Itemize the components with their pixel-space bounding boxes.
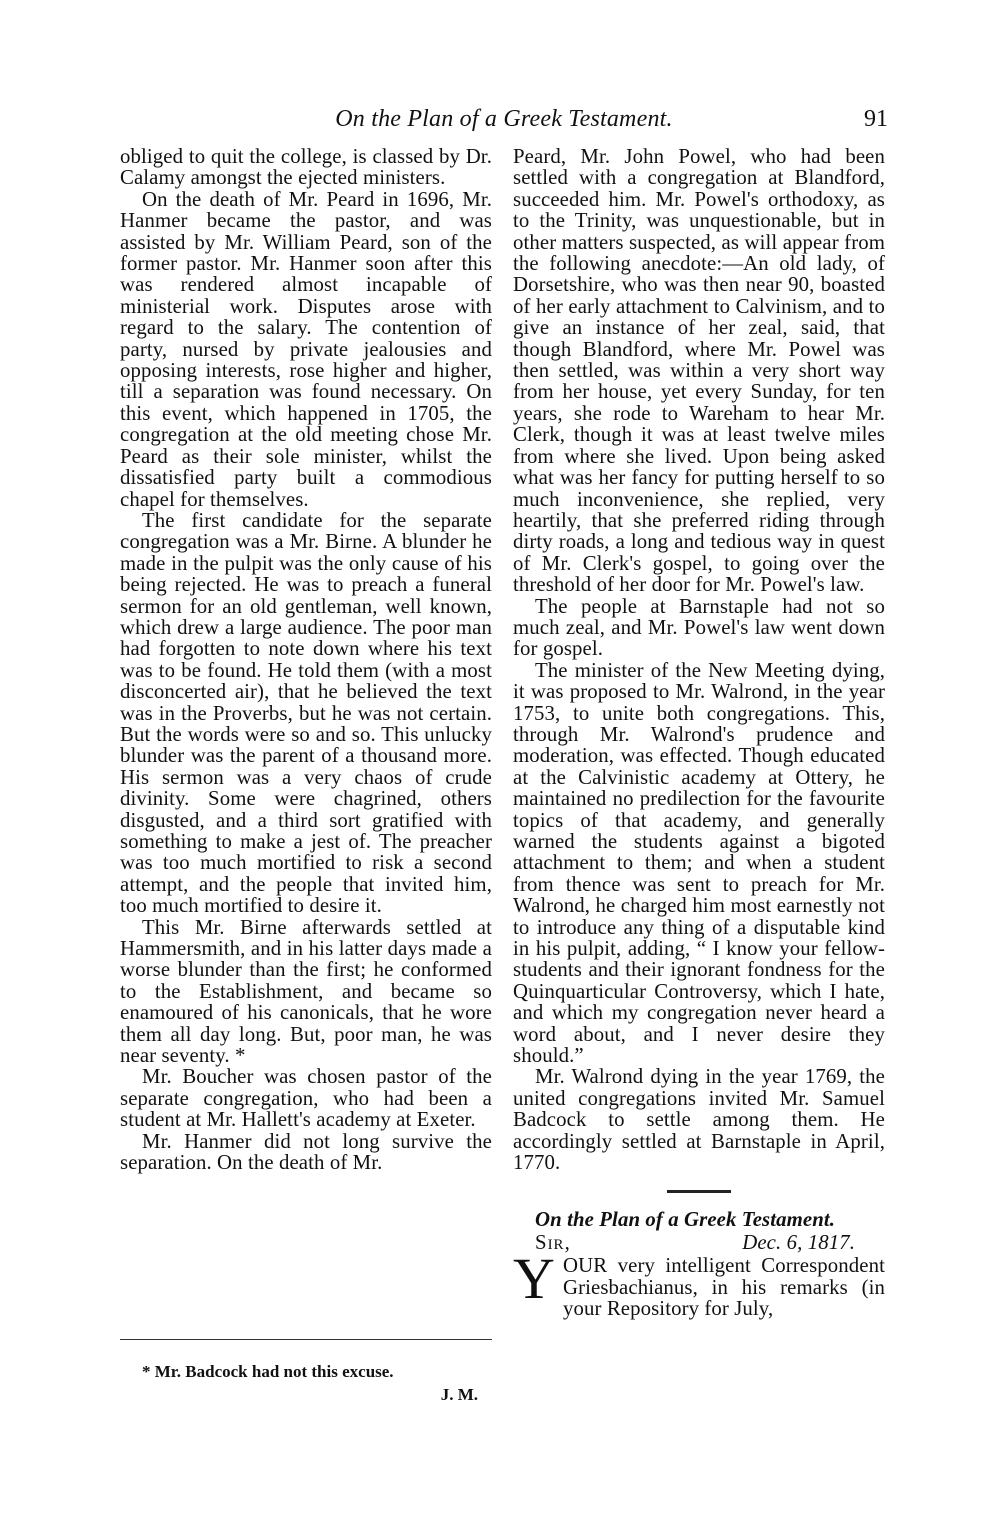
article-title: On the Plan of a Greek Testament. (535, 1207, 836, 1231)
footnote-rule (120, 1339, 492, 1340)
article-opening (513, 1246, 885, 1321)
paragraph: Mr. Hanmer did not long survive the separation. On the death of Mr. (120, 1129, 492, 1175)
paragraph: obliged to quit the college, is classed by Dr. Calamy amongst the ejected ministers. (120, 145, 492, 190)
paragraph: Mr. Walrond dying in the year 1769, the united congregations invited Mr. Samuel Badcock to settle among them. He accordingly settled at Barnstaple in April, 1770. (513, 1065, 885, 1175)
paragraph: This Mr. Birne afterwards settled at Hammersmith, and in his latter days made a worse blunder than the first; he conformed to the Establishment, and became so enamoured of his canonicals, that he wore them all day long. But, poor man, he was near seventy. * (120, 915, 492, 1068)
article-opening-text: OUR very intelligent Correspondent Griesbachianus, in his remarks (in your Repository for July, (563, 1254, 885, 1321)
footnote-signature: J. M. (440, 1385, 478, 1404)
paragraph: The minister of the New Meeting dying, it was proposed to Mr. Walrond, in the year 1753, to unite both congregations. This, through Mr. Walrond's prudence and moderation, was effected. Though educated at the Calvinistic academy at Ottery, he maintained no predilection for the favourite topics of that academy, and generally warned the students against a bigoted attachment to them; and when a student from thence was sent to preach for Mr. Walrond, he charged him most earnestly not to introduce any thing of a disputable kind in his pulpit, adding, “ I know your fellow-students and their ignorant fondness for the Quinquarticular Controversy, which I hate, and which my congregation never heard a word about, and I never desire they should.” (513, 658, 885, 1068)
paragraph: The people at Barnstaple had not so much zeal, and Mr. Powel's law went down for gospel. (513, 594, 885, 661)
paragraph: Peard, Mr. John Powel, who had been settled with a congregation at Blandford, succeeded him. Mr. Powel's orthodoxy, as to the Trinity, was unquestionable, but in other matters suspected, as will appear from the following anecdote:—An old lady, of Dorsetshire, who was then near 90, boasted of her early attachment to Calvinism, and to give an instance of her zeal, said, that though Blandford, where Mr. Powel was then settled, was within a very short way from her house, yet every Sunday, for ten years, she rode to Wareham to hear Mr. Clerk, though it was at least twelve miles from where she lived. Upon being asked what was her fancy for putting herself to so much inconvenience, she replied, very heartily, that she preferred riding through dirty roads, a long and tedious way in quest of Mr. Clerk's gospel, to going over the threshold of her door for Mr. Powel's law. (513, 145, 885, 597)
left-column (120, 146, 492, 1174)
paragraph: On the death of Mr. Peard in 1696, Mr. Hanmer became the pastor, and was assisted by Mr. William Peard, son of the former pastor. Mr. Hanmer soon after this was rendered almost incapable of ministerial work. Disputes arose with regard to the salary. The contention of party, nursed by private jealousies and opposing interests, rose higher and higher, till a separation was found necessary. On this event, which happened in 1705, the congregation at the old meeting chose Mr. Peard as their sole minister, whilst the dissatisfied party built a commodious chapel for themselves. (120, 187, 492, 511)
page-number: 91 (864, 106, 888, 132)
running-head (120, 106, 888, 138)
footnote-text: * Mr. Badcock had not this excuse. (142, 1362, 394, 1381)
paragraph: Mr. Boucher was chosen pastor of the separate congregation, who had been a student at Mr. Hallett's academy at Exeter. (120, 1065, 492, 1132)
salutation-line (513, 1232, 885, 1253)
section-divider (667, 1190, 731, 1193)
salutation: Sir, (535, 1230, 571, 1254)
letter-date: Dec. 6, 1817. (742, 1230, 855, 1254)
paragraph: The first candidate for the separate congregation was a Mr. Birne. A blunder he made in the pulpit was the only cause of his being rejected. He was to preach a funeral sermon for an old gentleman, well known, which drew a large audience. The poor man had forgotten to note down where his text was to be found. He told them (with a most disconcerted air), that he believed the text was in the Proverbs, but he was not certain. But the words were so and so. This unlucky blunder was the parent of a thousand more. His sermon was a very chaos of crude divinity. Some were chagrined, others disgusted, and a third sort gratified with something to make a jest of. The preacher was too much mortified to risk a second attempt, and the people that invited him, too much mortified to desire it. (120, 508, 492, 918)
running-title: On the Plan of a Greek Testament. (335, 106, 673, 132)
drop-cap: Y (513, 1246, 555, 1312)
right-column (513, 146, 885, 1320)
footnote (120, 1360, 492, 1406)
